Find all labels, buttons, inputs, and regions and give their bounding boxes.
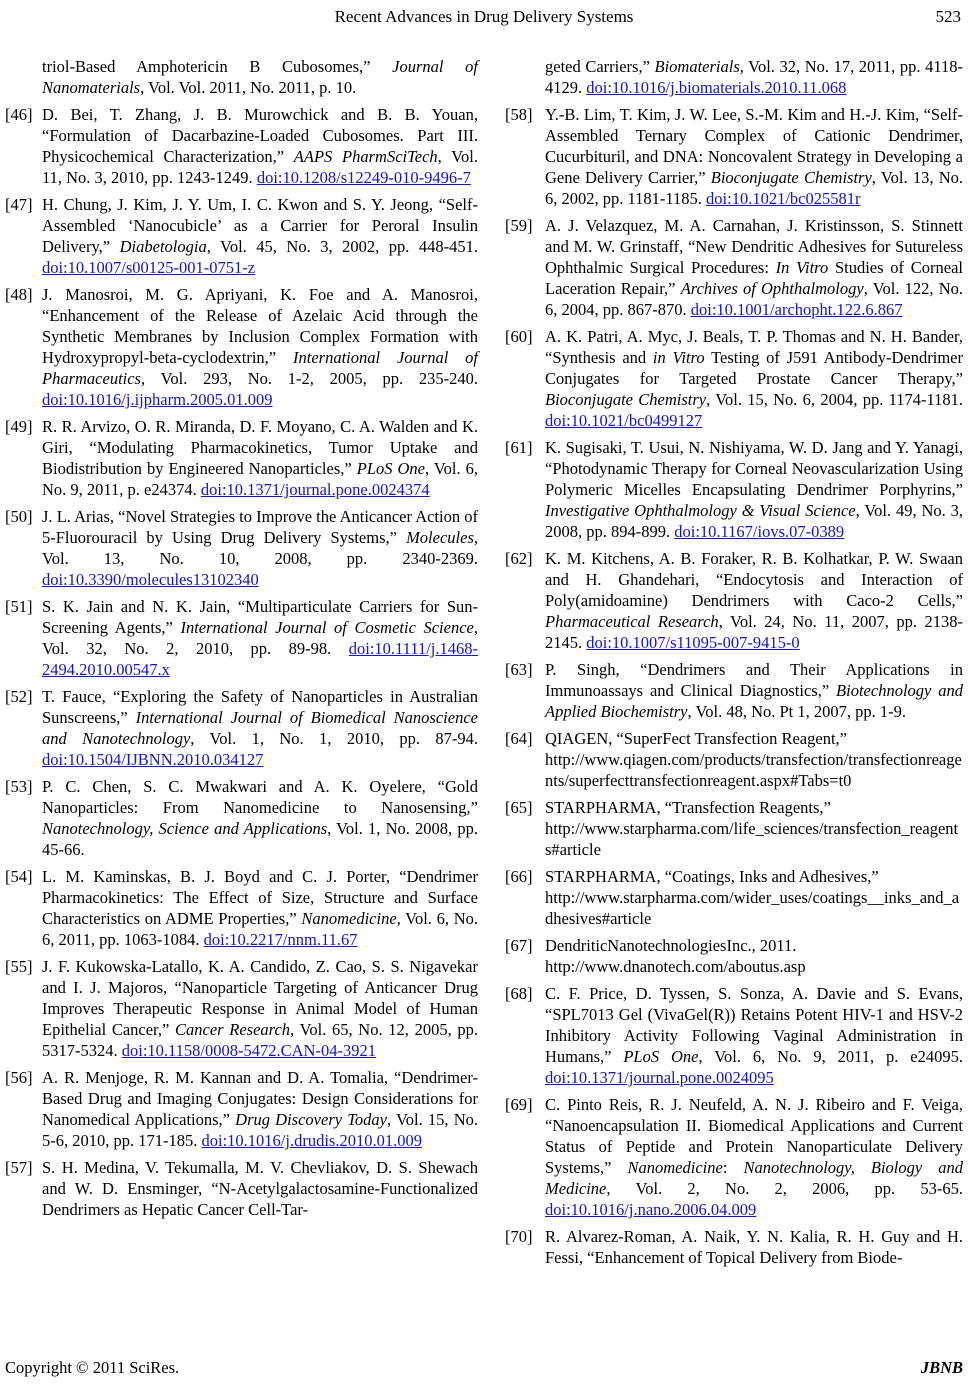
reference-text [42, 416, 478, 500]
reference-text-segment: , Vol. 32, No. 2, 2010, pp. 89-98. [42, 618, 478, 658]
reference-number: [64] [505, 729, 533, 748]
reference-text-segment: triol-Based Amphotericin B Cubosomes,” [42, 57, 393, 76]
doi-link[interactable]: doi:10.2217/nnm.11.67 [203, 930, 358, 949]
reference-item [5, 416, 478, 500]
doi-link[interactable]: doi:10.1007/s00125-001-0751-z [42, 258, 256, 277]
reference-text-segment: Studies of Corneal Laceration Repair,” [545, 258, 963, 298]
references-column-left [5, 56, 478, 1274]
reference-number: [66] [505, 867, 533, 886]
reference-text-segment: A. R. Menjoge, R. M. Kannan and D. A. Tomalia, “Dendrimer-Based Drug and Imaging Conjugates: Design Considerations for Nanomedical Applications,” [42, 1068, 478, 1129]
copyright-notice: Copyright © 2011 SciRes. [5, 1358, 180, 1377]
reference-text [42, 596, 478, 680]
reference-text [545, 56, 963, 98]
journal-name: In Vitro [775, 258, 829, 277]
reference-text-segment: , Vol. 6, No. 6, 2011, pp. 1063-1084. [42, 909, 478, 949]
reference-text-segment: DendriticNanotechnologiesInc., 2011. [545, 936, 797, 955]
reference-number: [53] [5, 777, 33, 796]
reference-text [545, 983, 963, 1088]
journal-name: International Journal of Cosmetic Science [180, 618, 474, 637]
reference-item [5, 686, 478, 770]
reference-text [545, 866, 963, 929]
reference-text-segment: L. M. Kaminskas, B. J. Boyd and C. J. Porter, “Dendrimer Pharmacokinetics: The Effect of Size, Structure and Surface Characteristics on ADME Properties,” [42, 867, 478, 928]
reference-item [5, 284, 478, 410]
journal-name: Molecules [406, 528, 474, 547]
reference-text-segment: A. K. Patri, A. Myc, J. Beals, T. P. Thomas and N. H. Bander, “Synthesis and [545, 327, 963, 367]
journal-name: Biomaterials [654, 57, 740, 76]
reference-number: [63] [505, 660, 533, 679]
reference-text [42, 506, 478, 590]
reference-text-segment: D. Bei, T. Zhang, J. B. Murowchick and B. B. Youan, “Formulation of Dacarbazine-Loaded Cubosomes. Part III. Physicochemical Characterization,” [42, 105, 478, 166]
reference-number: [70] [505, 1227, 533, 1246]
reference-number: [61] [505, 438, 533, 457]
reference-text-segment: , Vol. 48, No. Pt 1, 2007, pp. 1-9. [687, 702, 907, 721]
reference-number: [55] [5, 957, 33, 976]
journal-name: Nanomedicine [301, 909, 397, 928]
reference-text-segment: J. L. Arias, “Novel Strategies to Improve the Anticancer Action of 5-Fluorouracil by Using Drug Delivery Systems,” [42, 507, 478, 547]
journal-name: Diabetologia [119, 237, 207, 256]
reference-text [545, 548, 963, 653]
reference-text [545, 728, 963, 791]
running-header [5, 6, 963, 28]
journal-name: Nanotechnology, Biology and Medicine [545, 1158, 963, 1198]
reference-number: [69] [505, 1095, 533, 1114]
journal-name: in Vitro [652, 348, 705, 367]
reference-item [505, 1094, 963, 1220]
reference-item [505, 797, 963, 860]
doi-link[interactable]: doi:10.1016/j.nano.2006.04.009 [545, 1200, 757, 1219]
reference-item [5, 1067, 478, 1151]
journal-name: PLoS One [356, 459, 426, 478]
page-footer [5, 1358, 963, 1378]
journal-name: Cancer Research [175, 1020, 291, 1039]
reference-text [545, 1094, 963, 1220]
reference-text-segment: H. Chung, J. Kim, J. Y. Um, I. C. Kwon and S. Y. Jeong, “Self-Assembled ‘Nanocubicle’ as a Carrier for Peroral Insulin Delivery,” [42, 195, 478, 256]
journal-name: International Journal of Biomedical Nanoscience and Nanotechnology [42, 708, 478, 748]
journal-name: Drug Discovery Today [235, 1110, 387, 1129]
reference-text [42, 1157, 478, 1220]
journal-name: Bioconjugate Chemistry [710, 168, 872, 187]
reference-text-segment: , Vol. 45, No. 3, 2002, pp. 448-451. [206, 237, 478, 256]
doi-link[interactable]: doi:10.1111/j.1468-2494.2010.00547.x [42, 639, 478, 679]
reference-text-segment: , Vol. 2, No. 2, 2006, pp. 53-65. [606, 1179, 963, 1198]
reference-text-segment: QIAGEN, “SuperFect Transfection Reagent,” [545, 729, 847, 748]
reference-text-segment: , Vol. 1, No. 1, 2010, pp. 87-94. [190, 729, 478, 748]
doi-link[interactable]: doi:10.1016/j.drudis.2010.01.009 [201, 1131, 422, 1150]
reference-item [5, 866, 478, 950]
journal-name: Pharmaceutical Research [545, 612, 719, 631]
reference-number: [54] [5, 867, 33, 886]
reference-item [505, 866, 963, 929]
reference-text-segment: R. R. Arvizo, O. R. Miranda, D. F. Moyano, C. A. Walden and K. Giri, “Modulating Pharmacokinetics, Tumor Uptake and Biodistribution by Engineered Nanoparticles,” [42, 417, 478, 478]
reference-number: [52] [5, 687, 33, 706]
reference-text-segment: K. Sugisaki, T. Usui, N. Nishiyama, W. D. Jang and Y. Yanagi, “Photodynamic Therapy for Corneal Neovascularization Using Polymeric Micelles Encapsulating Dendrimer Porphyrins,” [545, 438, 963, 499]
reference-number: [68] [505, 984, 533, 1003]
journal-name: Journal of Nanomaterials [42, 57, 478, 97]
reference-url: http://www.starpharma.com/wider_uses/coatings__inks_and_adhesives#article [545, 888, 960, 928]
reference-item [505, 104, 963, 209]
doi-link[interactable]: doi:10.1167/iovs.07-0389 [674, 522, 845, 541]
reference-text [545, 437, 963, 542]
reference-number: [46] [5, 105, 33, 124]
doi-link[interactable]: doi:10.1371/journal.pone.0024095 [545, 1068, 774, 1087]
reference-number: [60] [505, 327, 533, 346]
reference-text-segment: C. F. Price, D. Tyssen, S. Sonza, A. Davie and S. Evans, “SPL7013 Gel (VivaGel(R)) Retains Potent HIV-1 and HSV-2 Inhibitory Activity Following Vaginal Administration in Humans,” [545, 984, 963, 1066]
doi-link[interactable]: doi:10.1158/0008-5472.CAN-04-3921 [121, 1041, 376, 1060]
journal-name: Investigative Ophthalmology & Visual Science [545, 501, 856, 520]
reference-text-segment: J. Manosroi, M. G. Apriyani, K. Foe and A. Manosroi, “Enhancement of the Release of Azelaic Acid through the Synthetic Membranes by Inclusion Complex Formation with Hydroxypropyl-beta-cyclodextrin,” [42, 285, 478, 367]
reference-number: [58] [505, 105, 533, 124]
reference-continuation [5, 56, 478, 98]
reference-number: [65] [505, 798, 533, 817]
reference-text [545, 797, 963, 860]
reference-number: [62] [505, 549, 533, 568]
journal-name: Nanomedicine [627, 1158, 723, 1177]
reference-text-segment: , Vol. 13, No. 10, 2008, pp. 2340-2369. [42, 528, 478, 568]
reference-text-segment: P. Singh, “Dendrimers and Their Applications in Immunoassays and Clinical Diagnostics,” [545, 660, 963, 700]
reference-item [505, 935, 963, 977]
reference-item [505, 659, 963, 722]
reference-text-segment: R. Alvarez-Roman, A. Naik, Y. N. Kalia, R. H. Guy and H. Fessi, “Enhancement of Topical Delivery from Biode- [545, 1227, 963, 1267]
reference-text-segment: , Vol. 1, No. 2008, pp. 45-66. [42, 819, 478, 859]
reference-text-segment: STARPHARMA, “Coatings, Inks and Adhesives,” [545, 867, 879, 886]
reference-item [5, 1157, 478, 1220]
reference-text [42, 866, 478, 950]
reference-text-segment: P. C. Chen, S. C. Mwakwari and A. K. Oyelere, “Gold Nanoparticles: From Nanomedicine to Nanosensing,” [42, 777, 478, 817]
reference-text [545, 935, 963, 977]
reference-number: [48] [5, 285, 33, 304]
reference-text-segment: Y.-B. Lim, T. Kim, J. W. Lee, S.-M. Kim and H.-J. Kim, “Self-Assembled Ternary Complex of Cationic Dendrimer, Cucurbituril, and DNA: Noncovalent Strategy in Developing a Gene Delivery Carrier,” [545, 105, 963, 187]
reference-text-segment: T. Fauce, “Exploring the Safety of Nanoparticles in Australian Sunscreens,” [42, 687, 478, 727]
reference-text-segment: STARPHARMA, “Transfection Reagents,” [545, 798, 831, 817]
doi-link[interactable]: doi:10.1007/s11095-007-9415-0 [586, 633, 800, 652]
reference-item [5, 194, 478, 278]
journal-name: PLoS One [623, 1047, 699, 1066]
reference-item [505, 215, 963, 320]
reference-number [505, 56, 545, 98]
journal-abbreviation: JBNB [920, 1358, 963, 1377]
reference-text [42, 956, 478, 1061]
reference-number: [50] [5, 507, 33, 526]
doi-link[interactable]: doi:10.1371/journal.pone.0024374 [200, 480, 430, 499]
reference-text [545, 1226, 963, 1268]
references-column-right [505, 56, 963, 1274]
reference-url: http://www.starpharma.com/life_sciences/transfection_reagents#article [545, 819, 959, 859]
reference-text-segment: , Vol. 13, No. 6, 2002, pp. 1181-1185. [545, 168, 963, 208]
reference-text [42, 56, 478, 98]
reference-text-segment: Testing of J591 Antibody-Dendrimer Conjugates for Targeted Prostate Cancer Therapy,” [545, 348, 963, 388]
reference-text [545, 104, 963, 209]
reference-text-segment: , Vol. 11, No. 3, 2010, pp. 1243-1249. [42, 147, 478, 187]
reference-text-segment: S. H. Medina, V. Tekumalla, M. V. Chevliakov, D. S. Shewach and W. D. Ensminger, “N-Acetylgalactosamine-Functionalized Dendrimers as Hepatic Cancer Cell-Tar- [42, 1158, 478, 1219]
running-title: Recent Advances in Drug Delivery Systems [334, 7, 634, 26]
reference-number: [47] [5, 195, 33, 214]
reference-item [5, 506, 478, 590]
reference-item [505, 548, 963, 653]
reference-item [5, 596, 478, 680]
reference-number: [51] [5, 597, 33, 616]
reference-text-segment: , Vol. 293, No. 1-2, 2005, pp. 235-240. [140, 369, 478, 388]
reference-text-segment: , Vol. 65, No. 12, 2005, pp. 5317-5324. [42, 1020, 479, 1060]
reference-text [42, 194, 478, 278]
reference-text-segment: K. M. Kitchens, A. B. Foraker, R. B. Kolhatkar, P. W. Swaan and H. Ghandehari, “Endocytosis and Interaction of Poly(amidoamine) Dendrimers with Caco-2 Cells,” [545, 549, 963, 610]
reference-url: http://www.qiagen.com/products/transfection/transfectionreagents/superfecttransfectionreagent.aspx#Tabs=t0 [545, 750, 962, 790]
reference-text-segment: , Vol. 6, No. 9, 2011, p. e24095. [698, 1047, 963, 1066]
journal-name: Biotechnology and Applied Biochemistry [545, 681, 963, 721]
reference-text-segment: A. J. Velazquez, M. A. Carnahan, J. Kristinsson, S. Stinnett and M. W. Grinstaff, “New Dendritic Adhesives for Sutureless Ophthalmic Surgical Procedures: [545, 216, 963, 277]
reference-number: [57] [5, 1158, 33, 1177]
reference-text-segment: J. F. Kukowska-Latallo, K. A. Candido, Z. Cao, S. S. Nigavekar and I. J. Majoros, “Nanoparticle Targeting of Anticancer Drug Improves Therapeutic Response in Animal Model of Human Epithelial Cancer,” [42, 957, 478, 1039]
reference-number [5, 56, 42, 98]
page-number: 523 [935, 7, 961, 26]
doi-link[interactable]: doi:10.1016/j.ijpharm.2005.01.009 [42, 390, 273, 409]
reference-item [5, 104, 478, 188]
reference-text [545, 215, 963, 320]
reference-text-segment: , Vol. 15, No. 6, 2004, pp. 1174-1181. [706, 390, 964, 409]
reference-text-segment: , Vol. 6, No. 9, 2011, p. e24374. [42, 459, 479, 499]
journal-name: AAPS PharmSciTech [293, 147, 438, 166]
reference-text [42, 104, 478, 188]
references-section [5, 56, 963, 1274]
reference-text-segment: , Vol. 49, No. 3, 2008, pp. 894-899. [545, 501, 963, 541]
doi-link[interactable]: doi:10.1021/bc025581r [706, 189, 861, 208]
reference-item [505, 437, 963, 542]
reference-text [42, 1067, 478, 1151]
reference-text-segment: , Vol. 32, No. 17, 2011, pp. 4118- 4129. [545, 57, 963, 97]
journal-name: Nanotechnology, Science and Applications [42, 819, 328, 838]
reference-item [5, 956, 478, 1061]
reference-text-segment: C. Pinto Reis, R. J. Neufeld, A. N. J. Ribeiro and F. Veiga, “Nanoencapsulation II. Biomedical Applications and Current Status of Peptide and Protein Nanoparticulate Delivery Systems,” [545, 1095, 963, 1177]
doi-link[interactable]: doi:10.1504/IJBNN.2010.034127 [42, 750, 264, 769]
journal-name: Archives of Ophthalmology [680, 279, 864, 298]
reference-continuation [505, 56, 963, 98]
reference-text-segment: geted Carriers,” [545, 57, 655, 76]
reference-number: [67] [505, 936, 533, 955]
reference-text [42, 284, 478, 410]
reference-item [505, 983, 963, 1088]
reference-item [505, 728, 963, 791]
reference-text-segment: , Vol. Vol. 2011, No. 2011, p. 10. [140, 78, 357, 97]
reference-item [5, 776, 478, 860]
reference-number: [59] [505, 216, 533, 235]
reference-url: http://www.dnanotech.com/aboutus.asp [545, 957, 806, 976]
reference-item [505, 1226, 963, 1268]
doi-link[interactable]: doi:10.3390/molecules13102340 [42, 570, 259, 589]
journal-name: International Journal of Pharmaceutics [42, 348, 478, 388]
reference-text-segment: , Vol. 24, No. 11, 2007, pp. 2138-2145. [545, 612, 964, 652]
reference-text-segment: , Vol. 122, No. 6, 2004, pp. 867-870. [545, 279, 963, 319]
reference-number: [49] [5, 417, 33, 436]
reference-text-segment: , Vol. 15, No. 5-6, 2010, pp. 171-185. [42, 1110, 478, 1150]
doi-link[interactable]: doi:10.1001/archopht.122.6.867 [690, 300, 903, 319]
doi-link[interactable]: doi:10.1021/bc0499127 [545, 411, 703, 430]
reference-number: [56] [5, 1068, 33, 1087]
doi-link[interactable]: doi:10.1208/s12249-010-9496-7 [256, 168, 471, 187]
reference-item [505, 326, 963, 431]
reference-text [42, 686, 478, 770]
reference-text-segment: : [722, 1158, 744, 1177]
reference-text [545, 659, 963, 722]
journal-name: Bioconjugate Chemistry [545, 390, 707, 409]
doi-link[interactable]: doi:10.1016/j.biomaterials.2010.11.068 [586, 78, 847, 97]
reference-text [42, 776, 478, 860]
reference-text-segment: S. K. Jain and N. K. Jain, “Multiparticulate Carriers for Sun-Screening Agents,” [42, 597, 478, 637]
reference-text [545, 326, 963, 431]
